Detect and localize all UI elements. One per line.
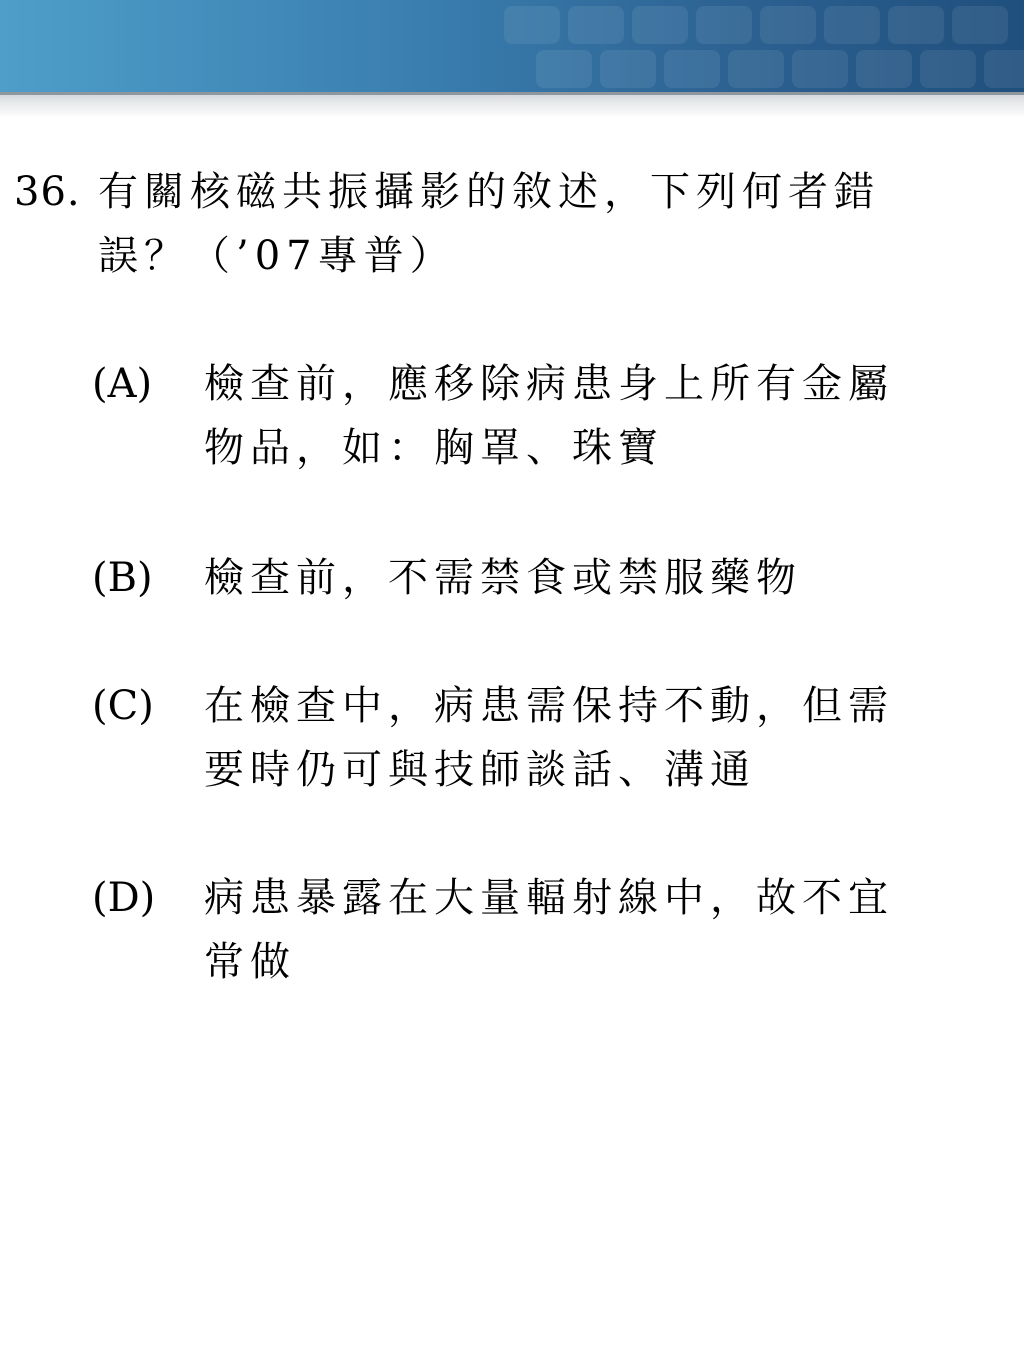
- option-line: 物品，如：胸罩、珠寶: [204, 425, 664, 471]
- option-line: 檢查前，應移除病患身上所有金屬: [204, 361, 894, 407]
- question-number: 36.: [14, 169, 81, 215]
- option-label: (A): [92, 361, 153, 407]
- slide-header-bar: [0, 0, 1024, 92]
- option-line: 在檢查中，病患需保持不動，但需: [204, 683, 894, 729]
- option-line: 常做: [204, 939, 296, 985]
- question-line: 有關核磁共振攝影的敘述，下列何者錯: [98, 169, 880, 215]
- option-text: [204, 866, 894, 994]
- option-label: (B): [92, 555, 153, 601]
- option-line: 要時仍可與技師談話、溝通: [204, 747, 756, 793]
- option-text: [204, 546, 802, 610]
- option-label: (D): [92, 875, 156, 921]
- question-text: [98, 160, 880, 288]
- option-line: 檢查前，不需禁食或禁服藥物: [204, 555, 802, 601]
- option-label: (C): [92, 683, 154, 729]
- header-shadow-band: [0, 92, 1024, 118]
- option-line: 病患暴露在大量輻射線中，故不宜: [204, 875, 894, 921]
- header-divider: [0, 92, 1024, 95]
- header-tile-pattern: [464, 0, 1024, 92]
- option-text: [204, 352, 894, 480]
- question-line: 誤？（’07專普）: [98, 233, 456, 279]
- option-text: [204, 674, 894, 802]
